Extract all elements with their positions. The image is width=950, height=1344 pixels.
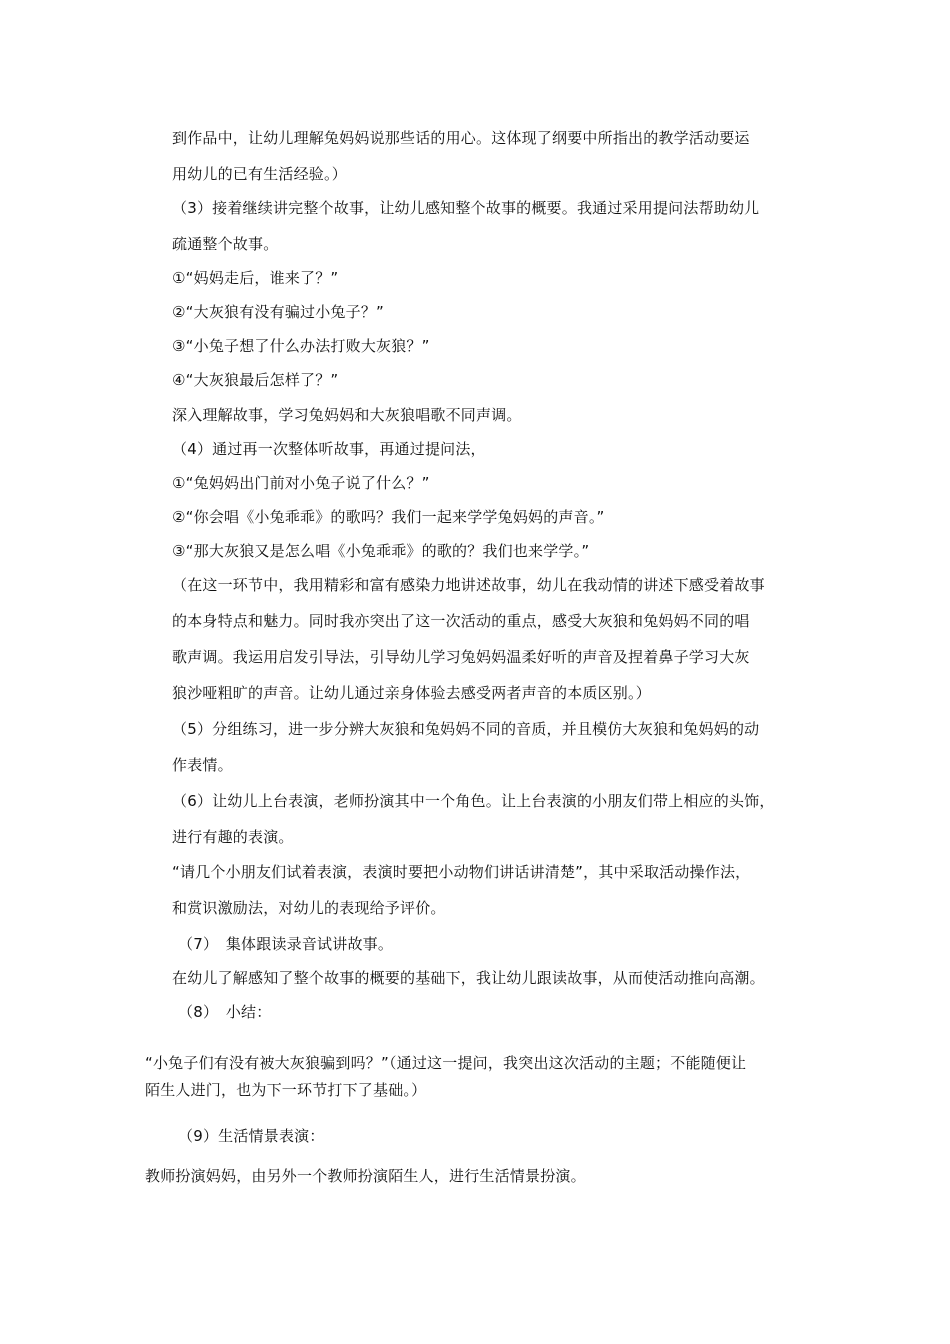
paragraph-line: 教师扮演妈妈，由另外一个教师扮演陌生人，进行生活情景扮演。 — [145, 1167, 586, 1185]
paragraph-line: 和赏识激励法，对幼儿的表现给予评价。 — [172, 899, 446, 917]
question-item: ④“大灰狼最后怎样了？” — [172, 371, 339, 389]
paragraph-line: 陌生人进门，也为下一环节打下了基础。） — [145, 1081, 427, 1099]
question-item: ①“妈妈走后，谁来了？” — [172, 269, 339, 287]
step-3-line: （3）接着继续讲完整个故事，让幼儿感知整个故事的概要。我通过采用提问法帮助幼儿 — [172, 199, 760, 217]
step-9-line: （9）生活情景表演： — [178, 1127, 325, 1145]
paragraph-line: 歌声调。我运用启发引导法，引导幼儿学习兔妈妈温柔好听的声音及捏着鼻子学习大灰 — [172, 648, 750, 666]
step-8-line: （8） 小结： — [178, 1003, 272, 1021]
paragraph-line: 疏通整个故事。 — [172, 235, 279, 253]
step-5-line: （5）分组练习，进一步分辨大灰狼和兔妈妈不同的音质，并且模仿大灰狼和兔妈妈的动 — [172, 720, 760, 738]
question-item: ③“小兔子想了什么办法打败大灰狼？” — [172, 337, 430, 355]
paragraph-line: 在幼儿了解感知了整个故事的概要的基础下，我让幼儿跟读故事，从而使活动推向高潮。 — [172, 969, 765, 987]
paragraph-line: 作表情。 — [172, 756, 233, 774]
question-item: ①“兔妈妈出门前对小兔子说了什么？” — [172, 474, 430, 492]
paragraph-line: 的本身特点和魅力。同时我亦突出了这一次活动的重点，感受大灰狼和兔妈妈不同的唱 — [172, 612, 750, 630]
paragraph-line: 深入理解故事，学习兔妈妈和大灰狼唱歌不同声调。 — [172, 406, 522, 424]
paragraph-line: “请几个小朋友们试着表演，表演时要把小动物们讲话讲清楚”，其中采取活动操作法， — [172, 863, 751, 881]
step-7-line: （7） 集体跟读录音试讲故事。 — [178, 935, 394, 953]
paragraph-line: 进行有趣的表演。 — [172, 828, 294, 846]
step-6-line: （6）让幼儿上台表演，老师扮演其中一个角色。让上台表演的小朋友们带上相应的头饰， — [172, 792, 775, 810]
paragraph-line: 狼沙哑粗旷的声音。让幼儿通过亲身体验去感受两者声音的本质区别。） — [172, 684, 651, 702]
paragraph-line: “小兔子们有没有被大灰狼骗到吗？”（通过这一提问，我突出这次活动的主题；不能随便让 — [145, 1054, 747, 1072]
question-item: ②“大灰狼有没有骗过小兔子？” — [172, 303, 384, 321]
step-4-line: （4）通过再一次整体听故事，再通过提问法， — [172, 440, 486, 458]
paragraph-line: （在这一环节中，我用精彩和富有感染力地讲述故事，幼儿在我动情的讲述下感受着故事 — [172, 576, 765, 594]
paragraph-line: 到作品中，让幼儿理解兔妈妈说那些话的用心。这体现了纲要中所指出的教学活动要运 — [172, 129, 750, 147]
question-item: ②“你会唱《小兔乖乖》的歌吗？我们一起来学学兔妈妈的声音。” — [172, 508, 605, 526]
question-item: ③“那大灰狼又是怎么唱《小兔乖乖》的歌的？我们也来学学。” — [172, 542, 590, 560]
paragraph-line: 用幼儿的已有生活经验。） — [172, 165, 347, 183]
